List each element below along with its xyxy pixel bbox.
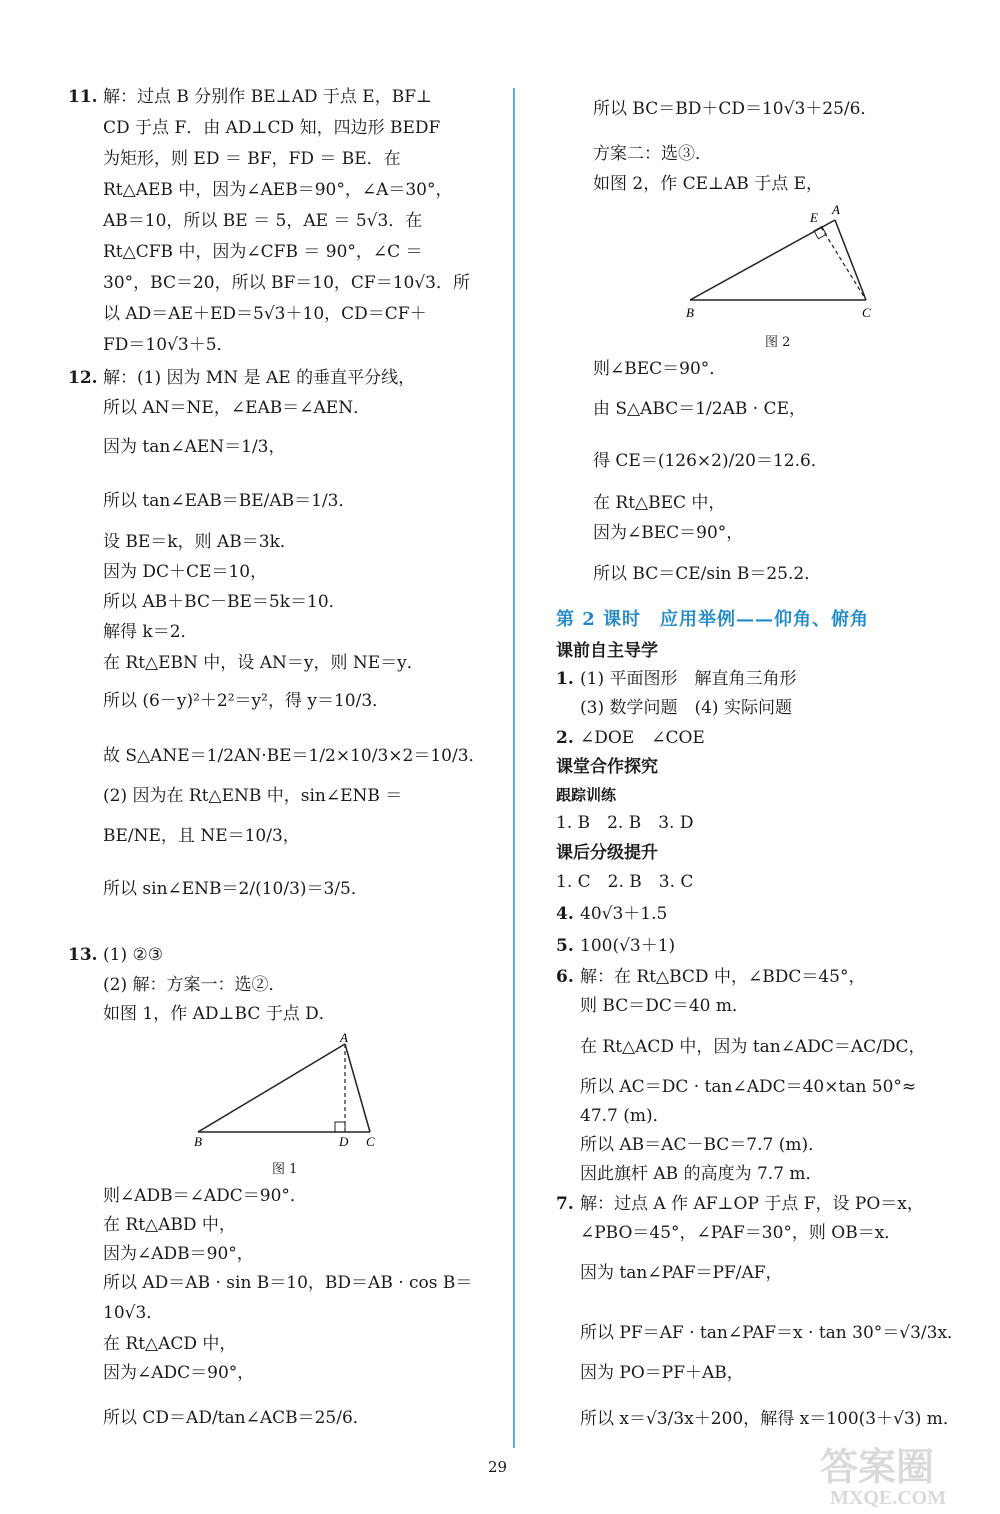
fig1-label-c: C	[366, 1134, 375, 1149]
q13-line: (2) 解：方案一：选②．	[103, 975, 286, 995]
r-line: 则∠BEC＝90°．	[593, 359, 727, 379]
r-line: 方案二：选③．	[593, 144, 712, 164]
pre-line: (3) 数学问题 (4) 实际问题	[580, 698, 792, 718]
q11-line: Rt△AEB 中，因为∠AEB＝90°，∠A＝30°，	[103, 180, 453, 200]
q7-number: 7.	[556, 1194, 574, 1214]
r-line: 所以 BC＝BD＋CD＝10√3＋25/6．	[593, 99, 878, 119]
heading-class-explore: 课堂合作探究	[556, 757, 658, 777]
column-divider	[513, 88, 515, 1448]
q11-line: 30°，BC＝20，所以 BF＝10，CF＝10√3．所	[103, 273, 470, 293]
heading-tracking: 跟踪训练	[556, 786, 617, 804]
q11-line: 解：过点 B 分别作 BE⊥AD 于点 E，BF⊥	[103, 87, 432, 107]
q6-line: 解：在 Rt△BCD 中，∠BDC＝45°，	[580, 967, 866, 987]
q12-line: 解：(1) 因为 MN 是 AE 的垂直平分线，	[103, 368, 416, 388]
q6-line: 在 Rt△ACD 中，因为 tan∠ADC＝AC/DC，	[580, 1037, 926, 1057]
q11-line: CD 于点 F．由 AD⊥CD 知，四边形 BEDF	[103, 118, 441, 138]
tracking-answers: 1. B 2. B 3. D	[556, 813, 694, 833]
q6-line: 所以 AB＝AC－BC＝7.7 (m)．	[580, 1135, 826, 1155]
q13-line: 因为∠ADC＝90°，	[103, 1363, 255, 1383]
watermark-line1: 答案圈	[820, 1447, 935, 1489]
fig2-label-c: C	[862, 305, 871, 320]
r-line: 所以 BC＝CE/sin B＝25.2．	[593, 564, 822, 584]
fig2-label-b: B	[686, 305, 694, 320]
fig1-label-a: A	[340, 1030, 348, 1045]
q12-line: 解得 k＝2．	[103, 622, 198, 642]
section-title: 第 2 课时 应用举例——仰角、俯角	[556, 609, 870, 630]
q13-line: 因为∠ADB＝90°，	[103, 1244, 254, 1264]
pre-line: ∠DOE ∠COE	[580, 728, 705, 748]
page-number: 29	[488, 1458, 508, 1476]
q11-number: 11.	[68, 87, 98, 107]
q12-line: (2) 因为在 Rt△ENB 中，sin∠ENB ＝	[103, 786, 403, 806]
q11-line: 为矩形，则 ED ＝ BF，FD ＝ BE．在	[103, 149, 401, 169]
q11-line: FD＝10√3＋5．	[103, 335, 234, 355]
q6-line: 因此旗杆 AB 的高度为 7.7 m．	[580, 1164, 823, 1184]
fig1-label-b: B	[194, 1134, 202, 1149]
q6-number: 6.	[556, 967, 574, 987]
fig1-label-d: D	[339, 1134, 349, 1149]
q12-line: 所以 sin∠ENB＝2/(10/3)＝3/5．	[103, 879, 368, 899]
q7-line: 因为 PO＝PF＋AB，	[580, 1363, 744, 1383]
q13-line: 10√3．	[103, 1303, 164, 1323]
figure-2-caption: 图 2	[765, 335, 791, 350]
figure-2-triangle	[678, 200, 888, 325]
r-line: 在 Rt△BEC 中，	[593, 493, 726, 513]
r-line: 因为∠BEC＝90°，	[593, 523, 744, 543]
q13-line: 则∠ADB＝∠ADC＝90°．	[103, 1186, 307, 1206]
q12-line: 因为 DC＋CE＝10，	[103, 562, 268, 582]
q12-line: 所以 tan∠EAB＝BE/AB＝1/3．	[103, 491, 356, 511]
q5-answer: 100(√3＋1)	[580, 936, 676, 956]
q7-line: 所以 PF＝AF · tan∠PAF＝x · tan 30°＝√3/3x．	[580, 1323, 965, 1343]
q13-line: 在 Rt△ACD 中，	[103, 1334, 237, 1354]
pre-number: 1.	[556, 669, 574, 689]
fig2-label-e: E	[810, 210, 818, 225]
q11-line: Rt△CFB 中，因为∠CFB ＝ 90°，∠C ＝	[103, 242, 423, 262]
q7-line: 所以 x＝√3/3x＋200，解得 x＝100(3＋√3) m．	[580, 1409, 960, 1429]
q12-line: 故 S△ANE＝1/2AN·BE＝1/2×10/3×2＝10/3．	[103, 746, 486, 766]
watermark-line2: MXQE.COM	[830, 1487, 947, 1509]
r-line: 由 S△ABC＝1/2AB · CE，	[593, 399, 806, 419]
q4-number: 4.	[556, 904, 574, 924]
fig2-label-a: A	[832, 202, 840, 217]
q12-line: 因为 tan∠AEN＝1/3，	[103, 437, 286, 457]
q12-line: 在 Rt△EBN 中，设 AN＝y，则 NE＝y．	[103, 653, 424, 673]
q6-line: 47.7 (m)．	[580, 1106, 670, 1126]
heading-after-class: 课后分级提升	[556, 843, 658, 863]
heading-pre-study: 课前自主导学	[556, 641, 658, 661]
q11-line: AB＝10，所以 BE ＝ 5，AE ＝ 5√3．在	[103, 211, 423, 231]
r-line: 得 CE＝(126×2)/20＝12.6．	[593, 451, 828, 471]
watermark-icon	[800, 1440, 990, 1510]
q5-number: 5.	[556, 936, 574, 956]
q6-line: 则 BC＝DC＝40 m．	[580, 996, 750, 1016]
figure-1-triangle	[180, 1030, 410, 1150]
q13-line: 所以 AD＝AB · sin B＝10，BD＝AB · cos B＝	[103, 1273, 473, 1293]
q13-line: 所以 CD＝AD/tan∠ACB＝25/6．	[103, 1408, 370, 1428]
q12-line: 设 BE＝k，则 AB＝3k．	[103, 532, 297, 552]
q13-line: 在 Rt△ABD 中，	[103, 1215, 236, 1235]
q12-line: BE/NE，且 NE＝10/3，	[103, 826, 300, 846]
q7-line: 因为 tan∠PAF＝PF/AF，	[580, 1263, 783, 1283]
q4-answer: 40√3＋1.5	[580, 904, 668, 924]
r-line: 如图 2，作 CE⊥AB 于点 E，	[593, 174, 824, 194]
pre-number: 2.	[556, 728, 574, 748]
q13-number: 13.	[68, 945, 98, 965]
q7-line: 解：过点 A 作 AF⊥OP 于点 F，设 PO＝x，	[580, 1194, 924, 1214]
q12-number: 12.	[68, 368, 98, 388]
watermark-logo	[800, 1440, 990, 1510]
q13-line: 如图 1，作 AD⊥BC 于点 D．	[103, 1004, 336, 1024]
q11-line: 以 AD＝AE＋ED＝5√3＋10，CD＝CF＋	[103, 304, 427, 324]
q7-line: ∠PBO＝45°，∠PAF＝30°，则 OB＝x．	[580, 1223, 902, 1243]
pre-line: (1) 平面图形 解直角三角形	[580, 669, 797, 689]
q13-line: (1) ②③	[103, 945, 163, 965]
q12-line: 所以 AN＝NE，∠EAB＝∠AEN．	[103, 398, 371, 418]
after-answers: 1. C 2. B 3. C	[556, 872, 694, 892]
q6-line: 所以 AC＝DC · tan∠ADC＝40×tan 50°≈	[580, 1077, 917, 1097]
q12-line: 所以 (6－y)²＋2²＝y²，得 y＝10/3．	[103, 691, 390, 711]
q12-line: 所以 AB＋BC－BE＝5k＝10．	[103, 592, 346, 612]
figure-1-caption: 图 1	[272, 1162, 298, 1177]
